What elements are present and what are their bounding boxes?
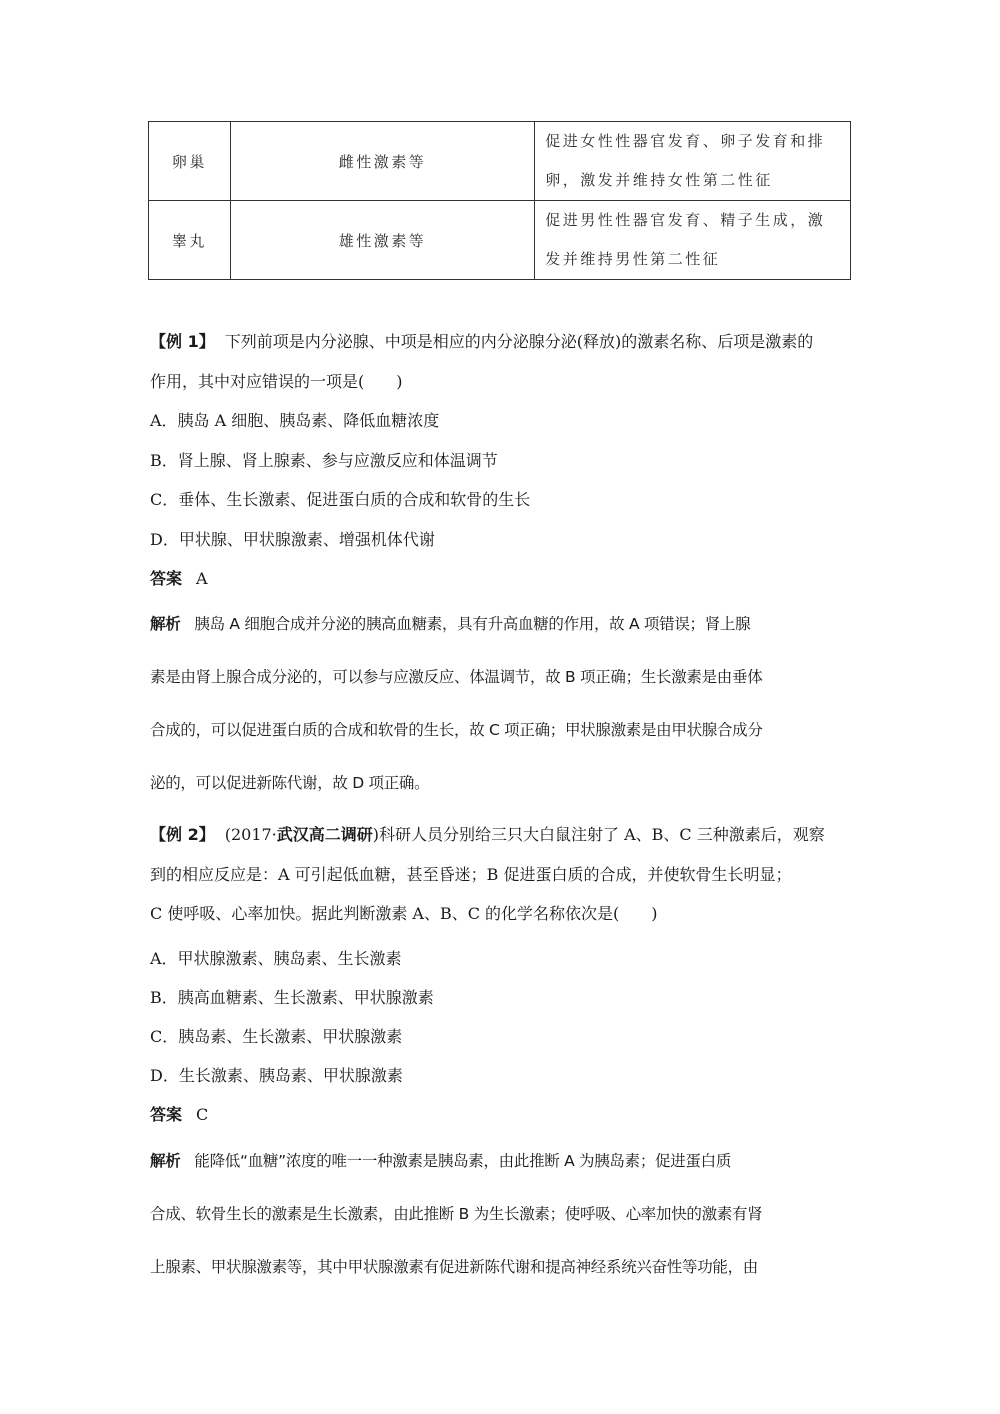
example1-option-a: A．胰岛 A 细胞、胰岛素、降低血糖浓度 bbox=[150, 411, 440, 430]
example2-option-b: B．胰高血糖素、生长激素、甲状腺激素 bbox=[150, 988, 434, 1007]
example1-question-line bbox=[150, 329, 850, 352]
example1-option-d: D．甲状腺、甲状腺激素、增强机体代谢 bbox=[150, 530, 435, 549]
answer-value: A bbox=[196, 569, 208, 588]
example2-question-text: 科研人员分别给三只大白鼠注射了 A、B、C 三种激素后，观察 bbox=[379, 825, 825, 844]
example1-question-line: 作用，其中对应错误的一项是( ) bbox=[150, 372, 403, 391]
example1-tag: 【例 1】 bbox=[150, 332, 215, 351]
hormone-cell: 雌性激素等 bbox=[230, 122, 534, 201]
source-prefix: (2017· bbox=[224, 825, 277, 844]
example2-option-c: C．胰岛素、生长激素、甲状腺激素 bbox=[150, 1027, 403, 1046]
answer-label: 答案 bbox=[150, 1105, 183, 1124]
analysis-text: 能降低“血糖”浓度的唯一一种激素是胰岛素，由此推断 A 为胰岛素；促进蛋白质 bbox=[194, 1152, 732, 1170]
example2-option-a: A．甲状腺激素、胰岛素、生长激素 bbox=[150, 949, 402, 968]
example1-option-b: B．肾上腺、肾上腺素、参与应激反应和体温调节 bbox=[150, 451, 498, 470]
effect-line: 卵，激发并维持女性第二性征 bbox=[545, 171, 773, 189]
source-suffix: ) bbox=[372, 825, 380, 844]
example2-analysis-line bbox=[150, 1149, 850, 1171]
example1-analysis-line: 泌的，可以促进新陈代谢，故 D 项正确。 bbox=[150, 774, 430, 792]
effect-line: 促进男性性器官发育、精子生成，激 bbox=[545, 211, 826, 229]
example2-question-line: 到的相应反应是：A 可引起低血糖，甚至昏迷；B 促进蛋白质的合成，并使软骨生长明显； bbox=[150, 865, 792, 884]
analysis-label: 解析 bbox=[150, 1152, 181, 1170]
effect-line: 促进女性性器官发育、卵子发育和排 bbox=[545, 132, 826, 150]
example1-analysis-line: 合成的，可以促进蛋白质的合成和软骨的生长，故 C 项正确；甲状腺激素是由甲状腺合成分 bbox=[150, 721, 763, 739]
effect-cell bbox=[535, 201, 851, 280]
example1-answer bbox=[150, 566, 850, 589]
example2-analysis-line: 合成、软骨生长的激素是生长激素，由此推断 B 为生长激素；使呼吸、心率加快的激素有肾 bbox=[150, 1205, 763, 1223]
example2-question-line: C 使呼吸、心率加快。据此判断激素 A、B、C 的化学名称依次是( ) bbox=[150, 904, 658, 923]
example2-analysis-line: 上腺素、甲状腺激素等，其中甲状腺激素有促进新陈代谢和提高神经系统兴奋性等功能，由 bbox=[150, 1258, 759, 1276]
source-name: 武汉高二调研 bbox=[276, 825, 373, 844]
example1-option-c: C．垂体、生长激素、促进蛋白质的合成和软骨的生长 bbox=[150, 490, 531, 509]
example1-question-text: 下列前项是内分泌腺、中项是相应的内分泌腺分泌(释放)的激素名称、后项是激素的 bbox=[224, 332, 814, 351]
gland-cell: 卵巢 bbox=[149, 122, 231, 201]
answer-label: 答案 bbox=[150, 569, 183, 588]
table-row bbox=[149, 201, 851, 280]
example1-analysis-line: 素是由肾上腺合成分泌的，可以参与应激反应、体温调节，故 B 项正确；生长激素是由垂体 bbox=[150, 668, 763, 686]
hormone-table bbox=[148, 121, 851, 280]
effect-cell bbox=[535, 122, 851, 201]
analysis-label: 解析 bbox=[150, 615, 181, 633]
table-row bbox=[149, 122, 851, 201]
example2-option-d: D．生长激素、胰岛素、甲状腺激素 bbox=[150, 1066, 403, 1085]
example1-analysis-line bbox=[150, 612, 850, 634]
effect-line: 发并维持男性第二性征 bbox=[545, 250, 721, 268]
example2-question-line bbox=[150, 822, 850, 845]
example2-answer bbox=[150, 1102, 850, 1125]
answer-value: C bbox=[196, 1105, 209, 1124]
example2-tag: 【例 2】 bbox=[150, 825, 215, 844]
hormone-cell: 雄性激素等 bbox=[230, 201, 534, 280]
gland-cell: 睾丸 bbox=[149, 201, 231, 280]
analysis-text: 胰岛 A 细胞合成并分泌的胰高血糖素，具有升高血糖的作用，故 A 项错误；肾上腺 bbox=[194, 615, 751, 633]
